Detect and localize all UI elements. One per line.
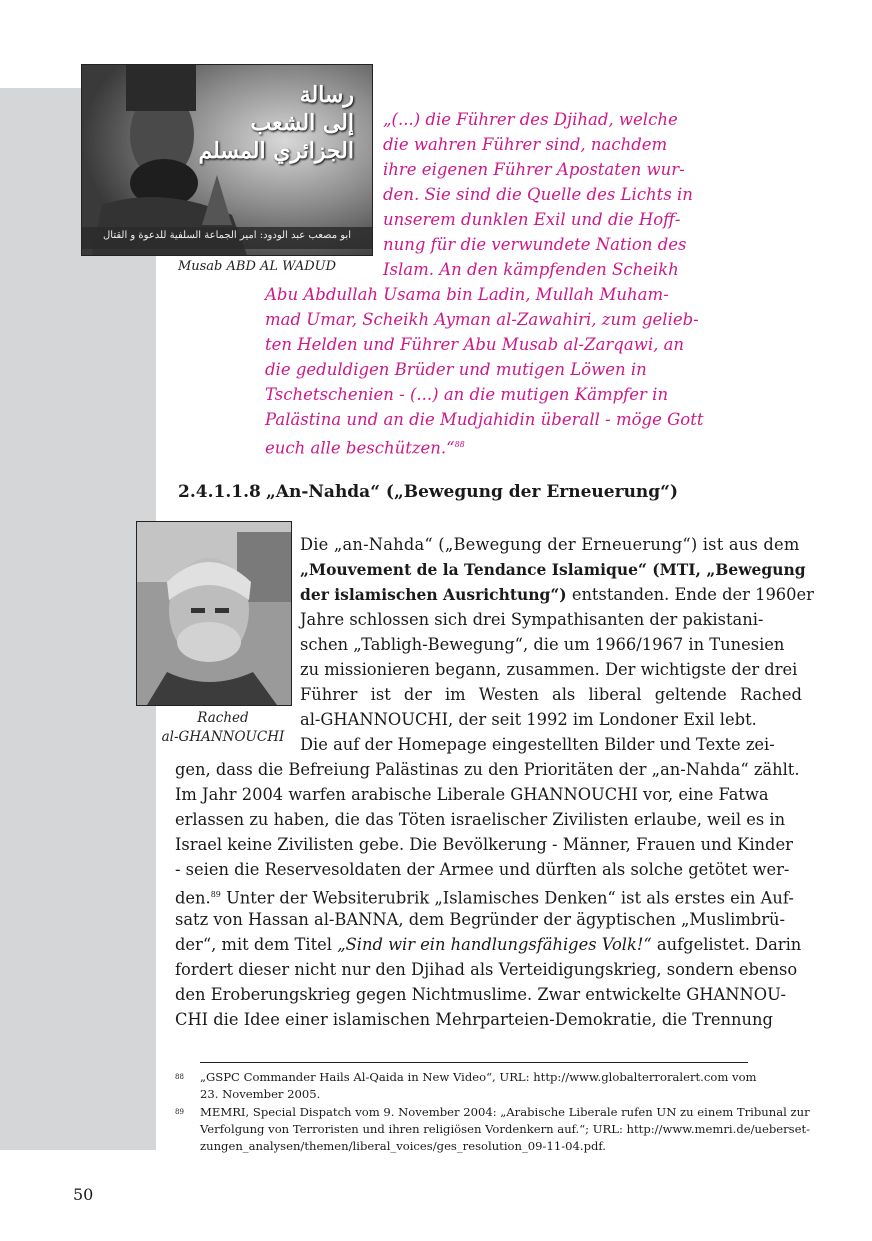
quote-line: die wahren Führer sind, nachdem bbox=[383, 135, 668, 154]
body-line: Die „an-Nahda“ („Bewegung der Erneuerung“) ist aus dem bbox=[300, 535, 800, 554]
photo1-caption: Musab ABD AL WADUD bbox=[177, 259, 337, 274]
quote-line: ihre eigenen Führer Apostaten wur- bbox=[383, 160, 685, 179]
body-line: der islamischen Ausrichtung“) entstanden. Ende der 1960er bbox=[300, 585, 814, 604]
overlay-arabic-title: رسالة إلى الشعب الجزائري المسلم bbox=[198, 82, 354, 164]
quote-line: Islam. An den kämpfenden Scheikh bbox=[383, 260, 679, 279]
body-line: „Mouvement de la Tendance Islamique“ (MTI, „Bewegung bbox=[300, 560, 806, 579]
footnote-ref[interactable]: 88 bbox=[454, 440, 465, 449]
section-title: „An-Nahda“ („Bewegung der Erneuerung“) bbox=[266, 482, 678, 502]
body-line: erlassen zu haben, die das Töten israelischer Zivilisten erlaube, weil es in bbox=[175, 810, 786, 829]
quote-line: Abu Abdullah Usama bin Ladin, Mullah Muham- bbox=[265, 285, 669, 304]
video-still-photo bbox=[81, 64, 373, 256]
quote-line: Tschetschenien - (...) an die mutigen Kämpfer in bbox=[265, 385, 669, 404]
body-line: satz von Hassan al-BANNA, dem Begründer der ägyptischen „Muslimbrü- bbox=[175, 910, 785, 929]
footnote-mark: 88 bbox=[175, 1073, 184, 1081]
section-heading bbox=[178, 482, 678, 502]
portrait-photo bbox=[136, 521, 292, 706]
body-line: al-GHANNOUCHI, der seit 1992 im Londoner Exil lebt. bbox=[300, 710, 757, 729]
body-line: Die auf der Homepage eingestellten Bilder und Texte zei- bbox=[300, 735, 775, 754]
quote-line: Palästina und an die Mudjahidin überall - möge Gott bbox=[265, 410, 704, 429]
body-line: gen, dass die Befreiung Palästinas zu den Prioritäten der „an-Nahda“ zählt. bbox=[175, 760, 800, 779]
body-line: Jahre schlossen sich drei Sympathisanten der pakistani- bbox=[300, 610, 764, 629]
footnote: 89 MEMRI, Special Dispatch vom 9. November 2004: „Arabische Liberale rufen UN zu einem Tribunal zur Verfolgung von Terroristen und ihren religiösen Vordenkern auf.“; URL: http://www.memri.de/ueberset- zungen_analysen/themen/liberal_voices/ges_resolution_09-11-04.pdf. bbox=[175, 1105, 811, 1153]
body-line: fordert dieser nicht nur den Djihad als Verteidigungskrieg, sondern ebenso bbox=[175, 960, 798, 979]
quote-line: den. Sie sind die Quelle des Lichts in bbox=[383, 185, 693, 204]
quote-line: die geduldigen Brüder und mutigen Löwen in bbox=[265, 360, 647, 379]
quote-line: mad Umar, Scheikh Ayman al-Zawahiri, zum gelieb- bbox=[265, 310, 699, 329]
body-line: den.$^{89}$ Unter der Websiterubrik „Islamisches Denken“ ist als erstes ein Auf- bbox=[175, 888, 794, 908]
section-number: 2.4.1.1.8 bbox=[178, 482, 261, 502]
body-line: der“, mit dem Titel „Sind wir ein handlungsfähiges Volk!“ aufgelistet. Darin bbox=[175, 935, 802, 954]
body-line: zu missionieren begann, zusammen. Der wichtigste der drei bbox=[300, 660, 798, 679]
overlay-arabic-subtitle: أبو مصعب عبد الودود: أمير الجماعة السلفية للدعوة و القتال bbox=[103, 230, 351, 241]
body-line: Führer ist der im Westen als liberal geltende Rached bbox=[300, 685, 802, 704]
footnote: 88 „GSPC Commander Hails Al-Qaida in New Video“, URL: http://www.globalterroralert.com vom 23. November 2005. bbox=[175, 1070, 757, 1101]
photo2-caption: Rached al-GHANNOUCHI bbox=[161, 710, 285, 745]
body-line: Im Jahr 2004 warfen arabische Liberale GHANNOUCHI vor, eine Fatwa bbox=[175, 785, 769, 804]
footnote-rule bbox=[200, 1062, 748, 1063]
page-number: 50 bbox=[73, 1185, 94, 1204]
body-line: schen „Tabligh-Bewegung“, die um 1966/1967 in Tunesien bbox=[300, 635, 785, 654]
body-line: den Eroberungskrieg gegen Nichtmuslime. Zwar entwickelte GHANNOU- bbox=[175, 985, 786, 1004]
body-line: Israel keine Zivilisten gebe. Die Bevölkerung - Männer, Frauen und Kinder bbox=[175, 835, 793, 854]
quote-line: unserem dunklen Exil und die Hoff- bbox=[383, 210, 681, 229]
body-line: - seien die Reservesoldaten der Armee und dürften als solche getötet wer- bbox=[175, 860, 790, 879]
footnote-ref[interactable]: 89 bbox=[210, 890, 221, 899]
quote-line: euch alle beschützen.“$^{88}$ bbox=[265, 438, 465, 458]
quote-line: nung für die verwundete Nation des bbox=[383, 235, 687, 254]
quote-line: „(...) die Führer des Djihad, welche bbox=[383, 110, 678, 129]
quote-line: ten Helden und Führer Abu Musab al-Zarqawi, an bbox=[265, 335, 685, 354]
footnote-mark: 89 bbox=[175, 1108, 184, 1116]
body-line: CHI die Idee einer islamischen Mehrparteien-Demokratie, die Trennung bbox=[175, 1010, 773, 1029]
